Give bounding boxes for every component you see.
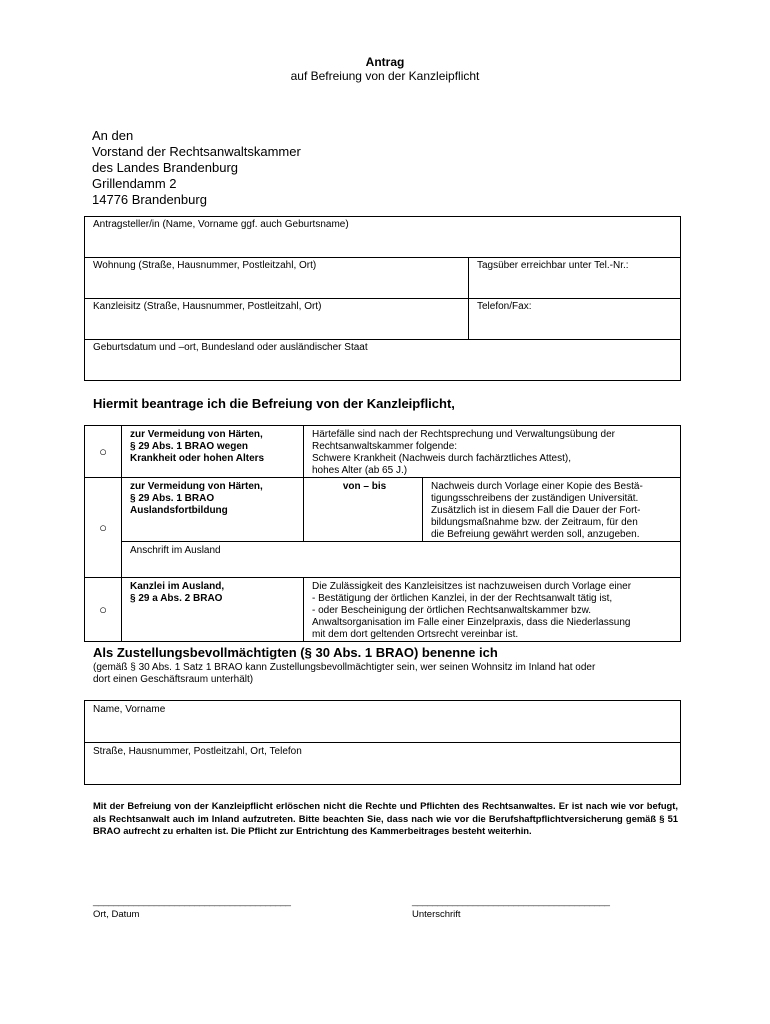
applicant-name-field[interactable] <box>85 217 681 258</box>
place-date-line[interactable]: _______________________________________ <box>93 896 291 907</box>
option-hardship-description: Härtefälle sind nach der Rechtsprechung und Verwaltungsübung der Rechtsanwaltskammer folgende: Schwere Krankheit (Nachweis durch fachärztliches Attest), hohes Alter (ab 65 J.) <box>304 426 681 478</box>
option-hardship-label: zur Vermeidung von Härten, § 29 Abs. 1 BRAO wegen Krankheit oder hohen Alters <box>122 426 304 478</box>
address-line: Vorstand der Rechtsanwaltskammer <box>92 144 301 159</box>
period-label: von – bis <box>342 481 387 492</box>
agent-note: (gemäß § 30 Abs. 1 Satz 1 BRAO kann Zustellungsbevollmächtigter sein, wer seinen Wohnsitz im Inland hat oder dort einen Geschäftsraum unterhält) <box>93 662 596 685</box>
address-line: des Landes Brandenburg <box>92 160 239 175</box>
radio-circle-icon: ○ <box>99 519 107 535</box>
form-subtitle: auf Befreiung von der Kanzleipflicht <box>290 69 480 83</box>
address-line: Grillendamm 2 <box>92 176 177 191</box>
phone-fax-label: Telefon/Fax: <box>477 301 532 312</box>
request-heading: Hiermit beantrage ich die Befreiung von der Kanzleipflicht, <box>93 396 455 411</box>
place-date-label: Ort, Datum <box>93 909 140 920</box>
applicant-table <box>84 216 681 381</box>
option-hardship-radio[interactable] <box>85 426 122 478</box>
birth-label: Geburtsdatum und –ort, Bundesland oder ausländischer Staat <box>93 342 368 353</box>
address-abroad-field[interactable] <box>122 542 681 578</box>
options-table <box>84 425 681 642</box>
residence-field[interactable] <box>85 258 469 299</box>
address-line: 14776 Brandenburg <box>92 192 207 207</box>
address-abroad-label: Anschrift im Ausland <box>130 545 221 556</box>
form-title: Antrag <box>365 55 405 69</box>
radio-circle-icon: ○ <box>99 443 107 459</box>
radio-circle-icon: ○ <box>99 601 107 617</box>
agent-name-field[interactable] <box>85 701 681 743</box>
agent-heading: Als Zustellungsbevollmächtigten (§ 30 Abs. 1 BRAO) benenne ich <box>93 645 498 660</box>
office-field[interactable] <box>85 299 469 340</box>
birth-field[interactable] <box>85 340 681 381</box>
disclaimer-text: Mit der Befreiung von der Kanzleipflicht erlöschen nicht die Rechte und Pflichten des Rechtsanwaltes. Er ist nach wie vor befugt, als Rechtsanwalt auch im Inland aufzutreten. Bitte beachten Sie, dass nach wie vor die Berufshaftpflichtversicherung gemäß § 51 BRAO aufrecht zu erhalten ist. Die Pflicht zur Entrichtung des Kammerbeitrages besteht weiterhin. <box>93 800 678 836</box>
daytime-phone-label: Tagsüber erreichbar unter Tel.-Nr.: <box>477 260 629 271</box>
option-office-abroad-description: Die Zulässigkeit des Kanzleisitzes ist nachzuweisen durch Vorlage einer - Bestätigung der örtlichen Kanzlei, in der der Rechtsanwalt tätig ist, - oder Bescheinigung der örtlichen Rechtsanwaltskammer bzw. Anwaltsorganisation im Falle einer Einzelpraxis, dass die Niederlassung mit dem dort geltenden Ortsrecht vereinbar ist. <box>304 578 681 642</box>
office-label: Kanzleisitz (Straße, Hausnummer, Postleitzahl, Ort) <box>93 301 322 312</box>
recipient-address <box>92 128 301 208</box>
daytime-phone-field[interactable] <box>469 258 681 299</box>
signature-line[interactable]: _______________________________________ <box>412 896 610 907</box>
phone-fax-field[interactable] <box>469 299 681 340</box>
option-abroad-training-description: Nachweis durch Vorlage einer Kopie des Bestä- tigungsschreibens der zuständigen Universität. Zusätzlich ist in diesem Fall die Dauer der Fort- bildungsmaßnahme bzw. der Zeitraum, für den die Befreiung gewährt werden soll, anzugeben. <box>423 478 681 542</box>
applicant-name-label: Antragsteller/in (Name, Vorname ggf. auch Geburtsname) <box>93 219 349 230</box>
option-abroad-training-radio[interactable] <box>85 478 122 578</box>
period-field[interactable] <box>304 478 423 542</box>
signature-label: Unterschrift <box>412 909 461 920</box>
address-line: An den <box>92 128 134 143</box>
agent-address-label: Straße, Hausnummer, Postleitzahl, Ort, Telefon <box>93 746 302 757</box>
agent-address-field[interactable] <box>85 743 681 785</box>
option-office-abroad-label: Kanzlei im Ausland, § 29 a Abs. 2 BRAO <box>122 578 304 642</box>
option-office-abroad-radio[interactable] <box>85 578 122 642</box>
agent-name-label: Name, Vorname <box>93 704 166 715</box>
residence-label: Wohnung (Straße, Hausnummer, Postleitzahl, Ort) <box>93 260 317 271</box>
agent-table <box>84 700 681 785</box>
option-abroad-training-label: zur Vermeidung von Härten, § 29 Abs. 1 BRAO Auslandsfortbildung <box>122 478 304 542</box>
